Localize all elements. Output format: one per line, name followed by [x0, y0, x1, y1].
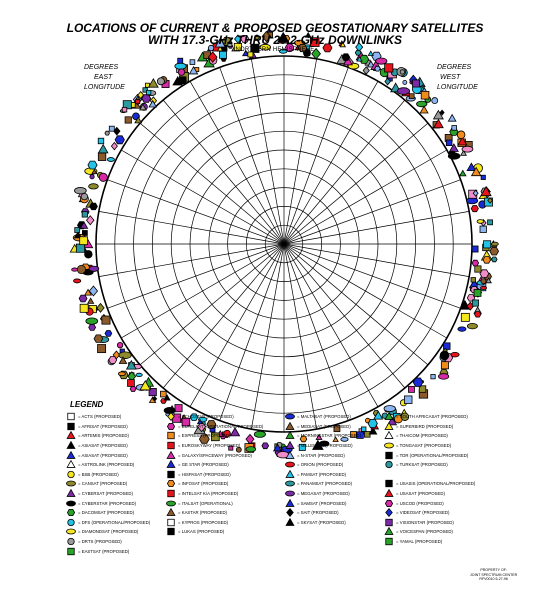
- satellite-marker: [483, 257, 491, 264]
- satellite-marker: [457, 131, 465, 139]
- legend-label: = EUTELSAT (OPERATIONAL/PROPOSED): [178, 423, 264, 429]
- satellite-marker: [98, 153, 106, 161]
- satellite-marker: [467, 323, 477, 328]
- satellite-marker: [160, 391, 166, 397]
- grid-spoke: [140, 244, 284, 365]
- satellite-marker: [89, 324, 96, 330]
- legend-item: [285, 489, 395, 499]
- legend-label: = CANSAT (PROPOSED): [78, 481, 128, 487]
- legend-label: = MEGASAT (PROPOSED): [297, 491, 350, 497]
- satellite-marker: [481, 175, 485, 179]
- legend-symbol-icon: [66, 499, 76, 508]
- grid-spoke: [140, 123, 284, 244]
- legend-symbol-icon: [66, 422, 76, 431]
- satellite-marker: [431, 374, 435, 378]
- legend-item: [166, 460, 276, 470]
- legend-symbol-icon: [285, 508, 295, 517]
- satellite-marker: [190, 60, 195, 65]
- legend-label: = USCOD (PROPOSED): [396, 500, 444, 506]
- legend-label: = VOICESPAN (PROPOSED): [396, 529, 453, 535]
- legend-label: = AFRISAT (PROPOSED): [78, 423, 128, 429]
- legend-symbol-icon: [166, 479, 176, 488]
- legend-label: = DIAMONDSAT (PROPOSED): [78, 529, 139, 535]
- legend-symbol-icon: [166, 460, 176, 469]
- legend-symbol-icon: [66, 470, 76, 479]
- polar-grid: [96, 56, 472, 432]
- satellite-marker: [86, 318, 98, 324]
- legend-label: = ASIASAT (PROPOSED): [78, 443, 128, 449]
- legend-label: = ORION (PROPOSED): [297, 462, 344, 468]
- legend-item: [66, 518, 176, 528]
- satellite-marker: [105, 331, 112, 337]
- legend-symbol-icon: [166, 451, 176, 460]
- legend-label: = INTELSAT K/A (PROPOSED): [178, 491, 239, 497]
- satellite-marker: [97, 304, 104, 313]
- legend-label: = VISIONSTAR (PROPOSED): [396, 519, 454, 525]
- legend-label: = KASTAR (PROPOSED): [178, 510, 227, 516]
- legend-title: LEGEND: [70, 400, 104, 409]
- legend-item: [384, 527, 494, 537]
- legend-symbol-icon: [384, 489, 394, 498]
- legend-symbol-icon: [166, 441, 176, 450]
- legend-symbol-icon: [66, 508, 76, 517]
- legend-label: = ARTEMIS (PROPOSED): [78, 433, 129, 439]
- legend-item: [166, 450, 276, 460]
- legend-column-4: [384, 412, 494, 546]
- legend-item: [285, 441, 395, 451]
- legend-item: [285, 412, 395, 422]
- legend-item: [285, 498, 395, 508]
- legend-label: = N-STAR (PROPOSED): [297, 452, 345, 458]
- legend-label: = MEDIASAT (PROPOSED): [297, 423, 351, 429]
- satellite-marker: [119, 352, 131, 359]
- legend-label: = PANAMSAT (PROPOSED): [297, 481, 353, 487]
- legend-symbol-icon: [166, 499, 176, 508]
- satellite-marker: [408, 386, 414, 392]
- satellite-marker: [111, 143, 117, 150]
- legend-label: = TURKSAT (PROPOSED): [396, 462, 448, 468]
- satellite-marker: [474, 289, 481, 296]
- satellite-marker: [403, 80, 407, 84]
- satellite-marker: [446, 140, 452, 146]
- east-label-line: DEGREES: [84, 64, 119, 71]
- legend-symbol-icon: [285, 412, 295, 421]
- legend-label: = SKYSAT (PROPOSED): [297, 519, 346, 525]
- legend-label: = TDR (OPERATIONAL/PROPOSED): [396, 452, 469, 458]
- legend-symbol-icon: [66, 451, 76, 460]
- legend-item: [166, 470, 276, 480]
- legend-label: = YAMAL (PROPOSED): [396, 539, 443, 545]
- legend-symbol-icon: [285, 470, 295, 479]
- legend-symbol-icon: [66, 431, 76, 440]
- satellite-marker: [117, 342, 123, 348]
- satellite-marker: [461, 313, 469, 321]
- satellite-marker: [452, 126, 457, 131]
- satellite-marker: [413, 378, 423, 387]
- hemisphere-label: NORTHERN HEMISPHERE: [235, 47, 315, 53]
- legend-item: [384, 422, 494, 432]
- property-line: RFV0010 6-27-96: [479, 577, 508, 582]
- legend-symbol-icon: [285, 422, 295, 431]
- legend-item: [66, 431, 176, 441]
- satellite-marker: [72, 268, 78, 271]
- legend-item: [66, 489, 176, 499]
- legend-symbol-icon: [166, 518, 176, 527]
- satellite-marker: [118, 372, 125, 376]
- legend-item: [66, 450, 176, 460]
- legend-item: [166, 518, 276, 528]
- legend-symbol-icon: [166, 508, 176, 517]
- legend-item: [285, 422, 395, 432]
- legend-item: [66, 498, 176, 508]
- legend-symbol-icon: [384, 479, 394, 488]
- satellite-marker: [107, 158, 114, 162]
- legend-item: [384, 498, 494, 508]
- legend-label: = HISPASAT (PROPOSED): [178, 471, 231, 477]
- legend-item: [384, 431, 494, 441]
- satellite-marker: [175, 63, 186, 69]
- legend-label: = SAMSAT (PROPOSED): [297, 500, 347, 506]
- satellite-marker: [115, 136, 124, 144]
- satellite-marker: [441, 362, 448, 369]
- legend-label: = MORNINGSTAR (PROPOSED): [297, 433, 362, 439]
- west-label-line: DEGREES: [437, 64, 472, 71]
- legend-symbol-icon: [285, 441, 295, 450]
- satellite-marker: [109, 126, 114, 131]
- legend-symbol-icon: [166, 489, 176, 498]
- legend-symbol-icon: [384, 470, 394, 479]
- legend-item: [285, 460, 395, 470]
- satellite-marker: [81, 193, 88, 200]
- legend-item: [166, 441, 276, 451]
- legend-item: [285, 450, 395, 460]
- legend-label: = KYPROS (PROPOSED): [178, 519, 229, 525]
- legend-symbol-icon: [66, 489, 76, 498]
- satellite-marker: [472, 260, 479, 266]
- satellite-marker: [94, 335, 103, 343]
- satellite-marker: [178, 69, 184, 75]
- legend-label: = EXPRESS (PROPOSED): [178, 433, 231, 439]
- satellite-marker: [98, 138, 104, 144]
- legend-symbol-icon: [384, 431, 394, 440]
- legend-label: = SOUTH AFRICASAT (PROPOSED): [396, 414, 468, 420]
- legend-symbol-icon: [285, 460, 295, 469]
- satellite-marker: [409, 94, 414, 99]
- legend-item: [166, 508, 276, 518]
- satellite-marker: [175, 405, 182, 412]
- satellite-marker: [477, 220, 484, 224]
- satellite-marker: [98, 145, 107, 153]
- grid-spoke: [284, 123, 428, 244]
- satellite-marker: [417, 101, 427, 107]
- grid-spoke: [284, 244, 405, 388]
- legend-symbol-icon: [285, 431, 295, 440]
- legend-column-1: [66, 412, 176, 556]
- legend-item: [66, 412, 176, 422]
- legend-item: [66, 470, 176, 480]
- legend-item: [384, 508, 494, 518]
- legend-column-3: [285, 412, 395, 527]
- legend-label: = INFOSAT (PROPOSED): [178, 481, 229, 487]
- legend-label: = ECHOSTAR (PROPOSED): [178, 414, 234, 420]
- legend-label: = ASIASAT (PROPOSED): [78, 452, 128, 458]
- satellite-marker: [73, 279, 80, 283]
- grid-spoke: [284, 100, 405, 244]
- satellite-marker: [74, 187, 86, 193]
- legend-symbol-icon: [384, 441, 394, 450]
- satellite-marker: [491, 242, 498, 246]
- legend-symbol-icon: [384, 508, 394, 517]
- legend-item: [66, 537, 176, 547]
- legend-label: = BSB (PROPOSED): [78, 471, 119, 477]
- legend-symbol-icon: [166, 431, 176, 440]
- legend-item: [166, 498, 276, 508]
- legend-item: [384, 450, 494, 460]
- legend-symbol-icon: [384, 518, 394, 527]
- satellite-marker: [105, 131, 110, 135]
- satellite-marker: [80, 237, 88, 245]
- satellite-marker: [448, 153, 460, 159]
- legend-symbol-icon: [166, 422, 176, 431]
- legend-label: = EASTSAT (PROPOSED): [78, 548, 130, 554]
- satellite-marker: [475, 312, 481, 318]
- satellite-marker: [484, 241, 491, 248]
- legend-item: [66, 441, 176, 451]
- satellite-marker: [146, 90, 150, 94]
- legend-symbol-icon: [66, 412, 76, 421]
- satellite-marker: [99, 173, 107, 181]
- legend-item: [66, 546, 176, 556]
- legend-label: = LUKAS (PROPOSED): [178, 529, 225, 535]
- satellite-marker: [440, 351, 449, 360]
- legend-symbol-icon: [66, 547, 76, 556]
- legend-item: [285, 479, 395, 489]
- legend-label: = SUPERBIRD (PROPOSED): [396, 423, 454, 429]
- satellite-marker: [80, 304, 88, 312]
- satellite-marker: [413, 80, 420, 87]
- legend-item: [166, 527, 276, 537]
- title-line-2: WITH 17.3-GHz THRU 20.2-GHz DOWNLINKS: [147, 33, 402, 47]
- legend-item: [285, 431, 395, 441]
- legend-label: = USASAT (PROPOSED): [396, 491, 445, 497]
- legend-item: [166, 489, 276, 499]
- satellite-marker: [490, 247, 499, 255]
- legend-item: [166, 422, 276, 432]
- satellite-marker: [475, 266, 481, 272]
- satellite-marker: [492, 257, 498, 262]
- legend-item: [384, 441, 494, 451]
- legend-symbol-icon: [384, 499, 394, 508]
- legend-label: = DRTS (PROPOSED): [78, 539, 122, 545]
- legend-label: = VIDEOSAT (PROPOSED): [396, 510, 450, 516]
- legend-column-2: [166, 412, 276, 537]
- legend-symbol-icon: [384, 412, 394, 421]
- satellite-marker: [178, 58, 183, 63]
- satellite-marker: [443, 343, 450, 350]
- legend-label: = THAICOM (PROPOSED): [396, 433, 448, 439]
- satellite-marker: [79, 295, 87, 302]
- legend-item: [384, 412, 494, 422]
- satellite-marker: [400, 70, 404, 74]
- legend-label: = GE STAR (PROPOSED): [178, 462, 229, 468]
- west-label-line: LONGITUDE: [437, 84, 478, 91]
- legend-item: [66, 479, 176, 489]
- satellite-marker: [384, 405, 395, 411]
- legend-label: = DFS (OPERATIONAL/PROPOSED): [78, 519, 151, 525]
- satellite-marker: [136, 373, 142, 376]
- satellite-marker: [102, 316, 110, 324]
- east-label-line: LONGITUDE: [84, 84, 125, 91]
- satellite-marker: [88, 161, 97, 169]
- satellite-marker: [122, 107, 127, 112]
- satellite-marker: [404, 396, 412, 404]
- satellite-marker: [385, 64, 393, 72]
- west-longitude-label: [437, 63, 478, 93]
- satellite-marker: [88, 298, 94, 303]
- satellite-marker: [397, 88, 409, 95]
- satellite-marker: [128, 380, 135, 387]
- satellite-marker: [75, 228, 80, 233]
- grid-spoke: [163, 244, 284, 388]
- legend-item: [384, 479, 494, 489]
- legend-item: [285, 518, 395, 528]
- satellite-marker: [458, 327, 466, 331]
- legend-symbol-icon: [66, 518, 76, 527]
- legend-label: = GALAXY/SPACEWAY (PROPOSED): [178, 452, 252, 458]
- legend-symbol-icon: [66, 460, 76, 469]
- legend-symbol-icon: [66, 527, 76, 536]
- legend-item: [166, 479, 276, 489]
- east-label-line: EAST: [94, 74, 113, 81]
- west-label-line: WEST: [440, 74, 461, 81]
- legend-item: [66, 422, 176, 432]
- legend-item: [384, 518, 494, 528]
- legend-symbol-icon: [384, 537, 394, 546]
- satellite-marker: [342, 54, 350, 61]
- satellite-marker: [130, 386, 136, 391]
- legend-label: = ASTROLINK (PROPOSED): [78, 462, 135, 468]
- grid-spoke: [163, 100, 284, 244]
- legend-symbol-icon: [384, 460, 394, 469]
- satellite-marker: [77, 265, 85, 273]
- legend-item: [166, 431, 276, 441]
- satellite-marker: [76, 244, 84, 252]
- satellite-marker: [90, 175, 94, 179]
- satellite-marker: [90, 203, 98, 210]
- satellite-marker: [82, 212, 87, 217]
- legend-symbol-icon: [384, 527, 394, 536]
- satellite-marker: [85, 250, 93, 258]
- satellite-marker: [481, 279, 486, 284]
- satellite-marker: [109, 357, 117, 364]
- legend-label: = TONGASAT (PROPOSED): [396, 443, 452, 449]
- legend-label: = MILLENIUM (PROPOSED): [297, 443, 353, 449]
- satellite-marker: [376, 58, 387, 64]
- satellite-marker: [460, 170, 466, 175]
- satellite-marker: [472, 246, 478, 252]
- legend-symbol-icon: [66, 441, 76, 450]
- satellite-marker: [136, 100, 140, 104]
- legend-symbol-icon: [166, 412, 176, 421]
- satellite-marker: [98, 345, 106, 353]
- legend-item: [66, 460, 176, 470]
- property-line: PROPERTY OF:: [480, 568, 507, 572]
- legend-symbol-icon: [66, 479, 76, 488]
- legend-symbol-icon: [166, 470, 176, 479]
- legend-item: [66, 527, 176, 537]
- satellite-marker: [448, 115, 456, 122]
- legend-label: = PAMSAT (PROPOSED): [297, 471, 347, 477]
- title-line-1: LOCATIONS OF CURRENT & PROPOSED GEOSTATIONARY SATELLITES: [66, 21, 484, 35]
- legend-label: = EUROSKYWAY (PROPOSED): [178, 443, 241, 449]
- satellite-marker: [149, 79, 159, 87]
- legend-symbol-icon: [285, 489, 295, 498]
- legend-label: = MALTASAT (PROPOSED): [297, 414, 351, 420]
- legend-label: = SAIT (PROPOSED): [297, 510, 339, 516]
- property-line: JOINT SPECTRUM CENTER: [470, 572, 518, 577]
- legend-symbol-icon: [166, 527, 176, 536]
- satellite-marker: [480, 286, 486, 289]
- legend-item: [384, 537, 494, 547]
- satellite-marker: [375, 66, 381, 71]
- satellite-marker: [125, 117, 131, 123]
- legend-symbol-icon: [285, 479, 295, 488]
- satellite-marker: [89, 184, 99, 189]
- property-note: [470, 568, 517, 582]
- legend-symbol-icon: [384, 422, 394, 431]
- legend-symbol-icon: [285, 518, 295, 527]
- legend-label: = USASIS (OPERATIONAL/PROPOSED): [396, 481, 476, 487]
- legend-label: = CYBERSTAR (PROPOSED): [78, 500, 137, 506]
- satellite-marker: [462, 146, 473, 152]
- satellite-marker: [438, 374, 448, 380]
- legend-symbol-icon: [285, 499, 295, 508]
- legend-symbol-icon: [66, 537, 76, 546]
- legend-item: [285, 508, 395, 518]
- legend-label: = CYBERSAT (PROPOSED): [78, 491, 133, 497]
- satellite-marker: [472, 300, 478, 306]
- legend-symbol-icon: [285, 451, 295, 460]
- satellite-marker: [480, 226, 486, 232]
- legend-symbol-icon: [384, 451, 394, 460]
- satellite-marker: [471, 206, 478, 212]
- legend-item: [384, 460, 494, 470]
- satellite-marker: [157, 78, 164, 85]
- satellite-marker: [89, 266, 99, 271]
- legend-label: = ITALSAT (OPERATIONAL): [178, 500, 233, 506]
- legend-item: [285, 470, 395, 480]
- legend-label: = ACTS (PROPOSED): [78, 414, 122, 420]
- satellite-marker: [421, 91, 429, 99]
- legend-item: [384, 470, 494, 480]
- grid-spoke: [284, 244, 428, 365]
- legend-item: [384, 489, 494, 499]
- east-longitude-label: [84, 63, 125, 93]
- legend-item: [166, 412, 276, 422]
- satellite-marker: [471, 278, 475, 282]
- satellite-marker: [488, 220, 493, 225]
- legend-item: [66, 508, 176, 518]
- satellite-marker: [432, 98, 438, 104]
- legend-label: = DACOMSAT (PROPOSED): [78, 510, 135, 516]
